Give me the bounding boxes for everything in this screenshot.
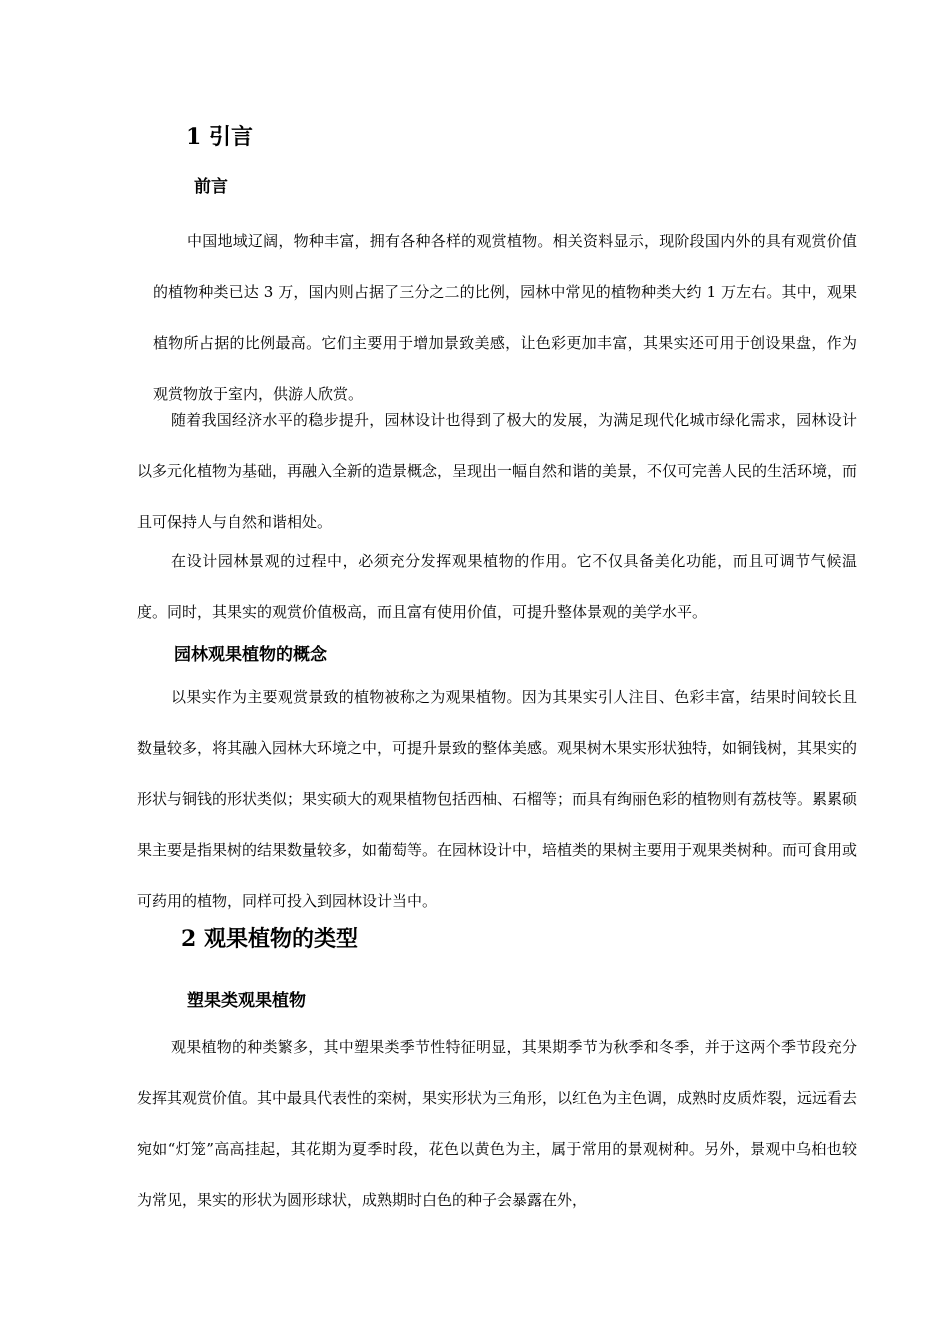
plastic-fruit-heading: 塑果类观果植物 (187, 991, 306, 1011)
preface-paragraph-3: 在设计园林景观的过程中，必须充分发挥观果植物的作用。它不仅具备美化功能，而且可调节气候温度。同时，其果实的观赏价值极高，而且富有使用价值，可提升整体景观的美学水平。 (137, 552, 857, 621)
preface-paragraph-2: 随着我国经济水平的稳步提升，园林设计也得到了极大的发展，为满足现代化城市绿化需求，园林设计以多元化植物为基础，再融入全新的造景概念，呈现出一幅自然和谐的美景，不仅可完善人民的生活环境，而且可保持人与自然和谐相处。 (137, 411, 858, 531)
plastic-fruit-paragraph-1: 观果植物的种类繁多，其中塑果类季节性特征明显，其果期季节为秋季和冬季，并于这两个季节段充分发挥其观赏价值。其中最具代表性的栾树，果实形状为三角形，以红色为主色调，成熟时皮质炸裂，远远看去宛如“灯笼”高高挂起，其花期为夏季时段，花色以黄色为主，属于常用的景观树种。另外，景观中乌桕也较为常见，果实的形状为圆形球状，成熟期时白色的种子会暴露在外， (137, 1038, 858, 1209)
preface-heading: 前言 (194, 177, 228, 197)
section-2-heading: 2 观果植物的类型 (181, 926, 358, 952)
preface-paragraph-1: 中国地域辽阔，物种丰富，拥有各种各样的观赏植物。相关资料显示，现阶段国内外的具有观赏价值的植物种类已达 3 万，国内则占据了三分之二的比例，园林中常见的植物种类大约 1 万左右。其中，观果植物所占据的比例最高。它们主要用于增加景致美感，让色彩更加丰富，其果实还可用于创设果盘，作为观赏物放于室内，供游人欣赏。 (153, 232, 857, 403)
section-1-heading: 1 引言 (186, 124, 253, 150)
concept-heading: 园林观果植物的概念 (174, 645, 327, 665)
concept-paragraph-1: 以果实作为主要观赏景致的植物被称之为观果植物。因为其果实引人注目、色彩丰富，结果时间较长且数量较多，将其融入园林大环境之中，可提升景致的整体美感。观果树木果实形状独特，如铜钱树，其果实的形状与铜钱的形状类似；果实硕大的观果植物包括西柚、石榴等；而具有绚丽色彩的植物则有荔枝等。累累硕果主要是指果树的结果数量较多，如葡萄等。在园林设计中，培植类的果树主要用于观果类树种。而可食用或可药用的植物，同样可投入到园林设计当中。 (137, 688, 858, 910)
